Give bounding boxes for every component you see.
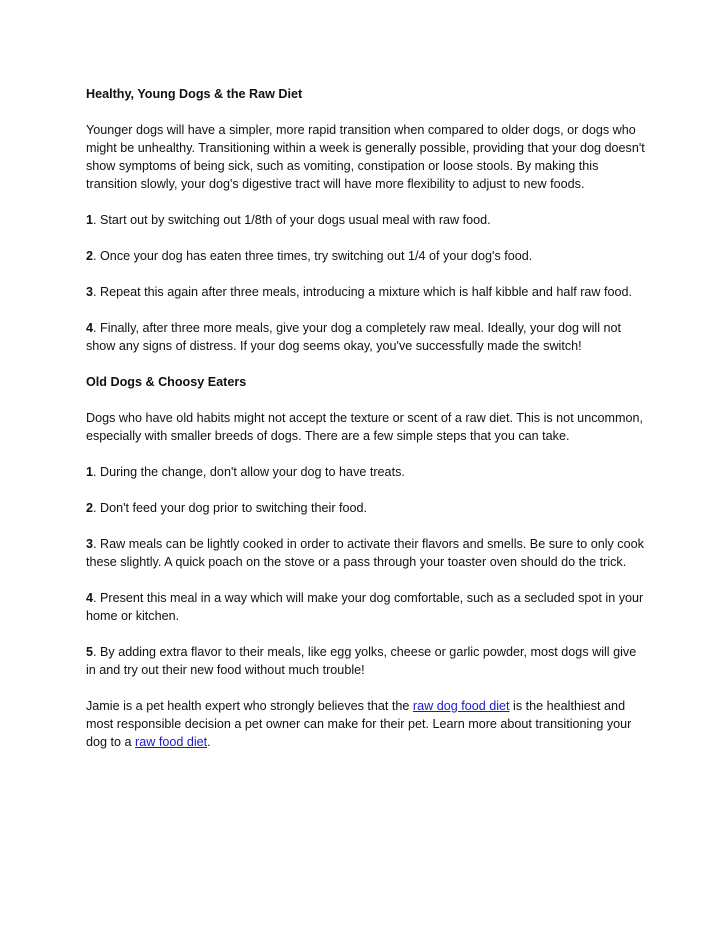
raw-food-diet-link[interactable]: raw food diet: [135, 735, 208, 749]
step-3-young: [86, 283, 646, 301]
step-text: . During the change, don't allow your dog to have treats.: [93, 465, 405, 479]
step-text: . Repeat this again after three meals, introducing a mixture which is half kibble and half raw food.: [93, 285, 633, 299]
step-2-old: [86, 499, 646, 517]
step-text: . Present this meal in a way which will make your dog comfortable, such as a secluded spot in your home or kitchen.: [86, 591, 644, 623]
bio-text: .: [207, 735, 211, 749]
step-number: 3: [86, 537, 94, 551]
step-number: 5: [86, 645, 94, 659]
step-4-young: [86, 319, 646, 355]
step-1-old: [86, 463, 646, 481]
step-2-young: [86, 247, 646, 265]
step-5-old: [86, 643, 646, 679]
step-number: 3: [86, 285, 94, 299]
step-number: 1: [86, 465, 94, 479]
step-text: . Finally, after three more meals, give your dog a completely raw meal. Ideally, your dog will not show any signs of distress. If your dog seems okay, you've successfully made the switch!: [86, 321, 622, 353]
step-text: . Don't feed your dog prior to switching their food.: [93, 501, 368, 515]
step-1-young: [86, 211, 646, 229]
document-body: [86, 85, 646, 769]
step-number: 1: [86, 213, 94, 227]
step-3-old: [86, 535, 646, 571]
step-text: . Once your dog has eaten three times, try switching out 1/4 of your dog's food.: [93, 249, 533, 263]
step-4-old: [86, 589, 646, 625]
bio-text: Jamie is a pet health expert who strongly believes that the: [86, 699, 413, 713]
section-heading-old-dogs: Old Dogs & Choosy Eaters: [86, 375, 247, 389]
step-text: . Raw meals can be lightly cooked in order to activate their flavors and smells. Be sure to only cook these slightly. A quick poach on the stove or a pass through your toaster oven should do the trick.: [86, 537, 644, 569]
intro-paragraph-old-dogs: Dogs who have old habits might not accept the texture or scent of a raw diet. This is not uncommon, especially with smaller breeds of dogs. There are a few simple steps that you can take.: [86, 411, 643, 443]
author-bio: [86, 697, 646, 751]
step-number: 4: [86, 321, 94, 335]
section-heading-young-dogs: Healthy, Young Dogs & the Raw Diet: [86, 87, 303, 101]
bio-text: is the healthiest and most responsible decision a pet owner can make for their pet. Learn more about transitioning your dog to a: [86, 699, 632, 749]
raw-dog-food-diet-link[interactable]: raw dog food diet: [412, 699, 510, 713]
step-number: 2: [86, 501, 94, 515]
step-text: . By adding extra flavor to their meals, like egg yolks, cheese or garlic powder, most dogs will give in and try out their new food without much trouble!: [86, 645, 637, 677]
step-text: . Start out by switching out 1/8th of your dogs usual meal with raw food.: [93, 213, 491, 227]
intro-paragraph-young-dogs: Younger dogs will have a simpler, more rapid transition when compared to older dogs, or dogs who might be unhealthy. Transitioning within a week is generally possible, providing that your dog doesn't show symptoms of being sick, such as vomiting, constipation or loose stools. By making this transition slowly, your dog's digestive tract will have more flexibility to adjust to new foods.: [86, 123, 645, 191]
step-number: 2: [86, 249, 94, 263]
step-number: 4: [86, 591, 94, 605]
